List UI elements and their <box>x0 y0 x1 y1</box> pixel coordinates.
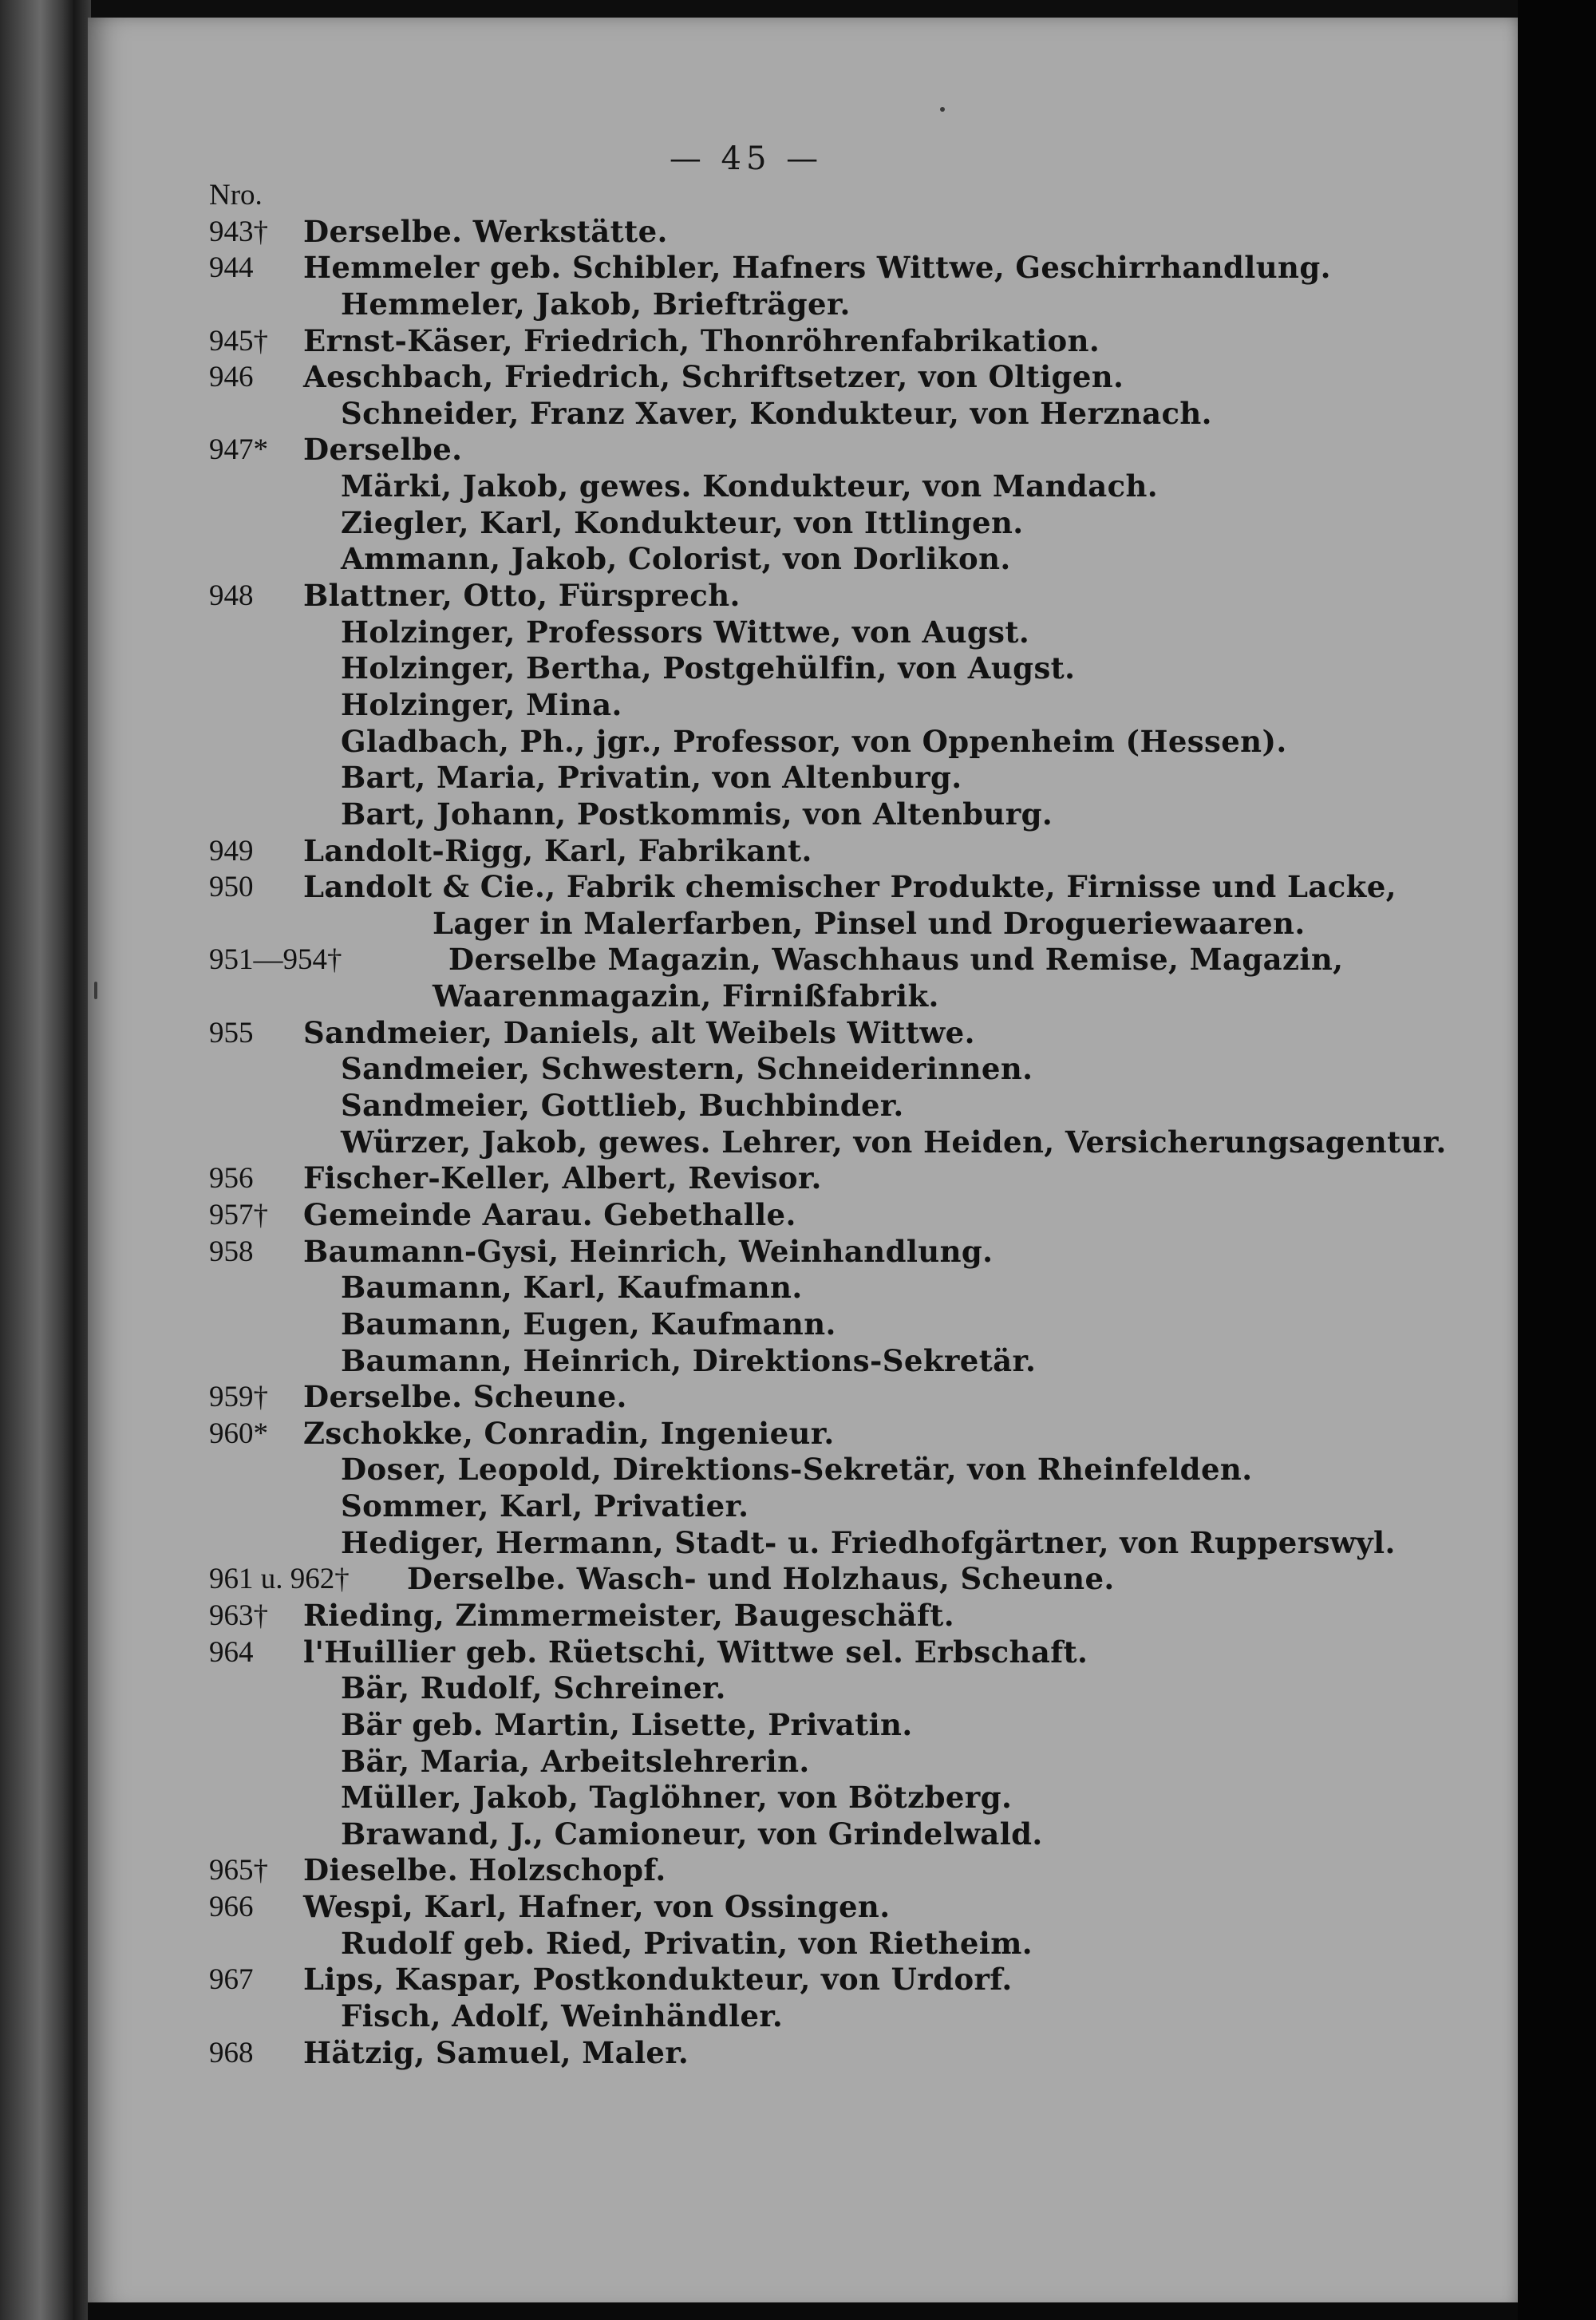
entry-row <box>209 578 1358 615</box>
entry-text: Bär geb. Martin, Lisette, Privatin. <box>341 1706 913 1742</box>
entry-row <box>209 396 1358 433</box>
entry-row <box>209 1197 1358 1234</box>
entry-text: Holzinger, Professors Wittwe, von Augst. <box>341 614 1030 650</box>
entry-row <box>209 541 1358 578</box>
entry-row <box>209 942 1358 978</box>
entry-row <box>209 1051 1358 1088</box>
entry-row <box>209 1124 1447 1161</box>
house-number: 957† <box>209 1198 268 1231</box>
entry-row <box>209 687 1358 724</box>
house-number: 959† <box>209 1381 268 1414</box>
previous-page-edge <box>0 0 73 2320</box>
house-number: 960* <box>209 1417 268 1450</box>
house-number: 963† <box>209 1599 268 1632</box>
entry-row <box>209 323 1358 360</box>
entry-text: Baumann-Gysi, Heinrich, Weinhandlung. <box>303 1233 994 1269</box>
entry-text: Holzinger, Mina. <box>341 686 622 722</box>
entry-row <box>209 250 1358 287</box>
house-number: 947* <box>209 433 268 467</box>
entry-text: Märki, Jakob, gewes. Kondukteur, von Mandach. <box>341 468 1159 504</box>
entry-row <box>209 1561 1358 1598</box>
entry-row <box>209 978 1358 1015</box>
entry-row <box>209 1816 1358 1853</box>
entry-text: Müller, Jakob, Taglöhner, von Bötzberg. <box>341 1780 1013 1816</box>
entry-text: Bär, Rudolf, Schreiner. <box>341 1670 726 1706</box>
entry-text: Würzer, Jakob, gewes. Lehrer, von Heiden, Versicherungsagentur. <box>341 1124 1447 1160</box>
entry-text: Hätzig, Samuel, Maler. <box>303 2034 689 2070</box>
entry-row <box>209 1452 1358 1488</box>
entry-row <box>209 1707 1358 1744</box>
house-number: 943† <box>209 215 268 248</box>
entry-row <box>209 869 1396 906</box>
house-number: 951—954† <box>209 943 342 977</box>
entry-row <box>209 2035 1358 2072</box>
entry-text: Aeschbach, Friedrich, Schriftsetzer, von Oltigen. <box>303 359 1124 395</box>
house-number: 955 <box>209 1016 254 1049</box>
entry-text: Holzinger, Bertha, Postgehülfin, von Augst. <box>341 650 1076 686</box>
house-number: 950 <box>209 871 254 904</box>
house-number: 945† <box>209 324 268 358</box>
entry-text: Gladbach, Ph., jgr., Professor, von Oppenheim (Hessen). <box>341 723 1287 759</box>
entry-row <box>209 1270 1358 1306</box>
entry-text: Landolt & Cie., Fabrik chemischer Produkte, Firnisse und Lacke, <box>303 869 1396 905</box>
entry-row <box>209 1962 1358 1998</box>
entry-text: Hemmeler, Jakob, Briefträger. <box>341 286 851 322</box>
entry-text: Brawand, J., Camioneur, von Grindelwald. <box>341 1816 1043 1852</box>
paper-mark <box>94 982 97 999</box>
entry-text: Ernst-Käser, Friedrich, Thonröhrenfabrikation. <box>303 322 1100 358</box>
page-bottom-edge <box>88 2302 1518 2320</box>
entry-text: Lips, Kaspar, Postkondukteur, von Urdorf. <box>303 1962 1013 1998</box>
entry-text: Wespi, Karl, Hafner, von Ossingen. <box>303 1889 891 1925</box>
house-number: 961 u. 962† <box>209 1563 350 1596</box>
entry-row <box>209 468 1358 505</box>
entry-text: Rudolf geb. Ried, Privatin, von Rietheim. <box>341 1925 1033 1961</box>
entry-row <box>209 906 1358 943</box>
entry-row <box>209 505 1358 542</box>
entry-rows <box>209 213 1447 2072</box>
scan-background <box>1518 0 1596 2320</box>
entry-text: Sommer, Karl, Privatier. <box>341 1488 749 1524</box>
entry-text: Doser, Leopold, Direktions-Sekretär, von Rheinfelden. <box>341 1452 1253 1488</box>
house-number: 948 <box>209 579 254 613</box>
entry-text: Ammann, Jakob, Colorist, von Dorlikon. <box>341 541 1011 577</box>
house-number: 956 <box>209 1162 254 1196</box>
entry-row <box>209 760 1358 796</box>
entry-text: Waarenmagazin, Firnißfabrik. <box>433 978 939 1014</box>
entry-row <box>209 1926 1358 1962</box>
house-number: 949 <box>209 834 254 868</box>
entry-text: Gemeinde Aarau. Gebethalle. <box>303 1196 796 1232</box>
house-number: 958 <box>209 1235 254 1268</box>
entry-text: Derselbe Magazin, Waschhaus und Remise, Magazin, <box>448 942 1344 978</box>
entry-text: Fischer-Keller, Albert, Revisor. <box>303 1160 822 1196</box>
entry-row <box>209 1306 1358 1343</box>
paper-speck <box>940 107 945 112</box>
entry-text: l'Huillier geb. Rüetschi, Wittwe sel. Erbschaft. <box>303 1634 1088 1670</box>
entry-row <box>209 1416 1358 1452</box>
entry-row <box>209 650 1358 687</box>
entry-row <box>209 1998 1358 2035</box>
entry-text: Bart, Johann, Postkommis, von Altenburg. <box>341 796 1053 832</box>
page-number: — 45 — <box>669 140 824 177</box>
house-number: 964 <box>209 1635 254 1669</box>
entry-text: Landolt-Rigg, Karl, Fabrikant. <box>303 832 812 868</box>
entry-text: Derselbe. <box>303 432 463 468</box>
entry-text: Hediger, Hermann, Stadt- u. Friedhofgärtner, von Rupperswyl. <box>341 1524 1396 1560</box>
house-number: 968 <box>209 2036 254 2069</box>
entry-row <box>209 1889 1358 1926</box>
entry-text: Dieselbe. Holzschopf. <box>303 1852 666 1888</box>
house-number: 946 <box>209 361 254 394</box>
entry-row <box>209 1015 1358 1052</box>
column-header-nro: Nro. <box>209 179 263 211</box>
house-number: 965† <box>209 1854 268 1887</box>
entry-text: Hemmeler geb. Schibler, Hafners Wittwe, Geschirrhandlung. <box>303 250 1331 286</box>
entry-text: Lager in Malerfarben, Pinsel und Drogueriewaaren. <box>433 905 1306 941</box>
house-number: 967 <box>209 1963 254 1997</box>
entry-row <box>209 1524 1396 1562</box>
entry-row <box>209 1852 1358 1889</box>
entry-row <box>209 1160 1358 1197</box>
entry-row <box>209 1598 1358 1634</box>
entry-text: Baumann, Karl, Kaufmann. <box>341 1270 803 1306</box>
entry-row <box>209 1088 1358 1124</box>
entry-row <box>209 359 1358 396</box>
entry-row <box>209 1488 1358 1525</box>
entry-text: Sandmeier, Schwestern, Schneiderinnen. <box>341 1051 1033 1087</box>
entry-text: Derselbe. Werkstätte. <box>303 213 668 249</box>
entry-row <box>209 1234 1358 1271</box>
directory-list <box>209 177 1447 2071</box>
entry-text: Derselbe. Scheune. <box>303 1379 627 1415</box>
column-header-row <box>209 177 1358 214</box>
entry-text: Zschokke, Conradin, Ingenieur. <box>303 1415 835 1451</box>
entry-row <box>209 833 1358 870</box>
entry-text: Derselbe. Wasch- und Holzhaus, Scheune. <box>407 1561 1115 1597</box>
entry-row <box>209 796 1358 833</box>
entry-text: Ziegler, Karl, Kondukteur, von Ittlingen. <box>341 504 1024 540</box>
entry-row <box>209 1670 1358 1707</box>
entry-row <box>209 1634 1358 1671</box>
entry-text: Schneider, Franz Xaver, Kondukteur, von Herznach. <box>341 395 1212 431</box>
entry-row <box>209 1343 1358 1380</box>
entry-row <box>209 214 1358 251</box>
entry-text: Rieding, Zimmermeister, Baugeschäft. <box>303 1597 955 1633</box>
entry-text: Baumann, Eugen, Kaufmann. <box>341 1306 836 1342</box>
entry-text: Bart, Maria, Privatin, von Altenburg. <box>341 760 962 796</box>
house-number: 966 <box>209 1891 254 1924</box>
entry-row <box>209 1744 1358 1781</box>
house-number: 944 <box>209 251 254 285</box>
entry-text: Sandmeier, Gottlieb, Buchbinder. <box>341 1088 904 1124</box>
entry-text: Baumann, Heinrich, Direktions-Sekretär. <box>341 1342 1037 1378</box>
entry-text: Sandmeier, Daniels, alt Weibels Wittwe. <box>303 1014 975 1050</box>
entry-text: Blattner, Otto, Fürsprech. <box>303 578 741 614</box>
entry-row <box>209 1780 1358 1816</box>
entry-text: Bär, Maria, Arbeitslehrerin. <box>341 1743 810 1779</box>
entry-row <box>209 287 1358 323</box>
entry-row <box>209 1379 1358 1416</box>
entry-row <box>209 432 1358 468</box>
entry-row <box>209 724 1358 761</box>
entry-row <box>209 615 1358 651</box>
entry-text: Fisch, Adolf, Weinhändler. <box>341 1998 784 2034</box>
